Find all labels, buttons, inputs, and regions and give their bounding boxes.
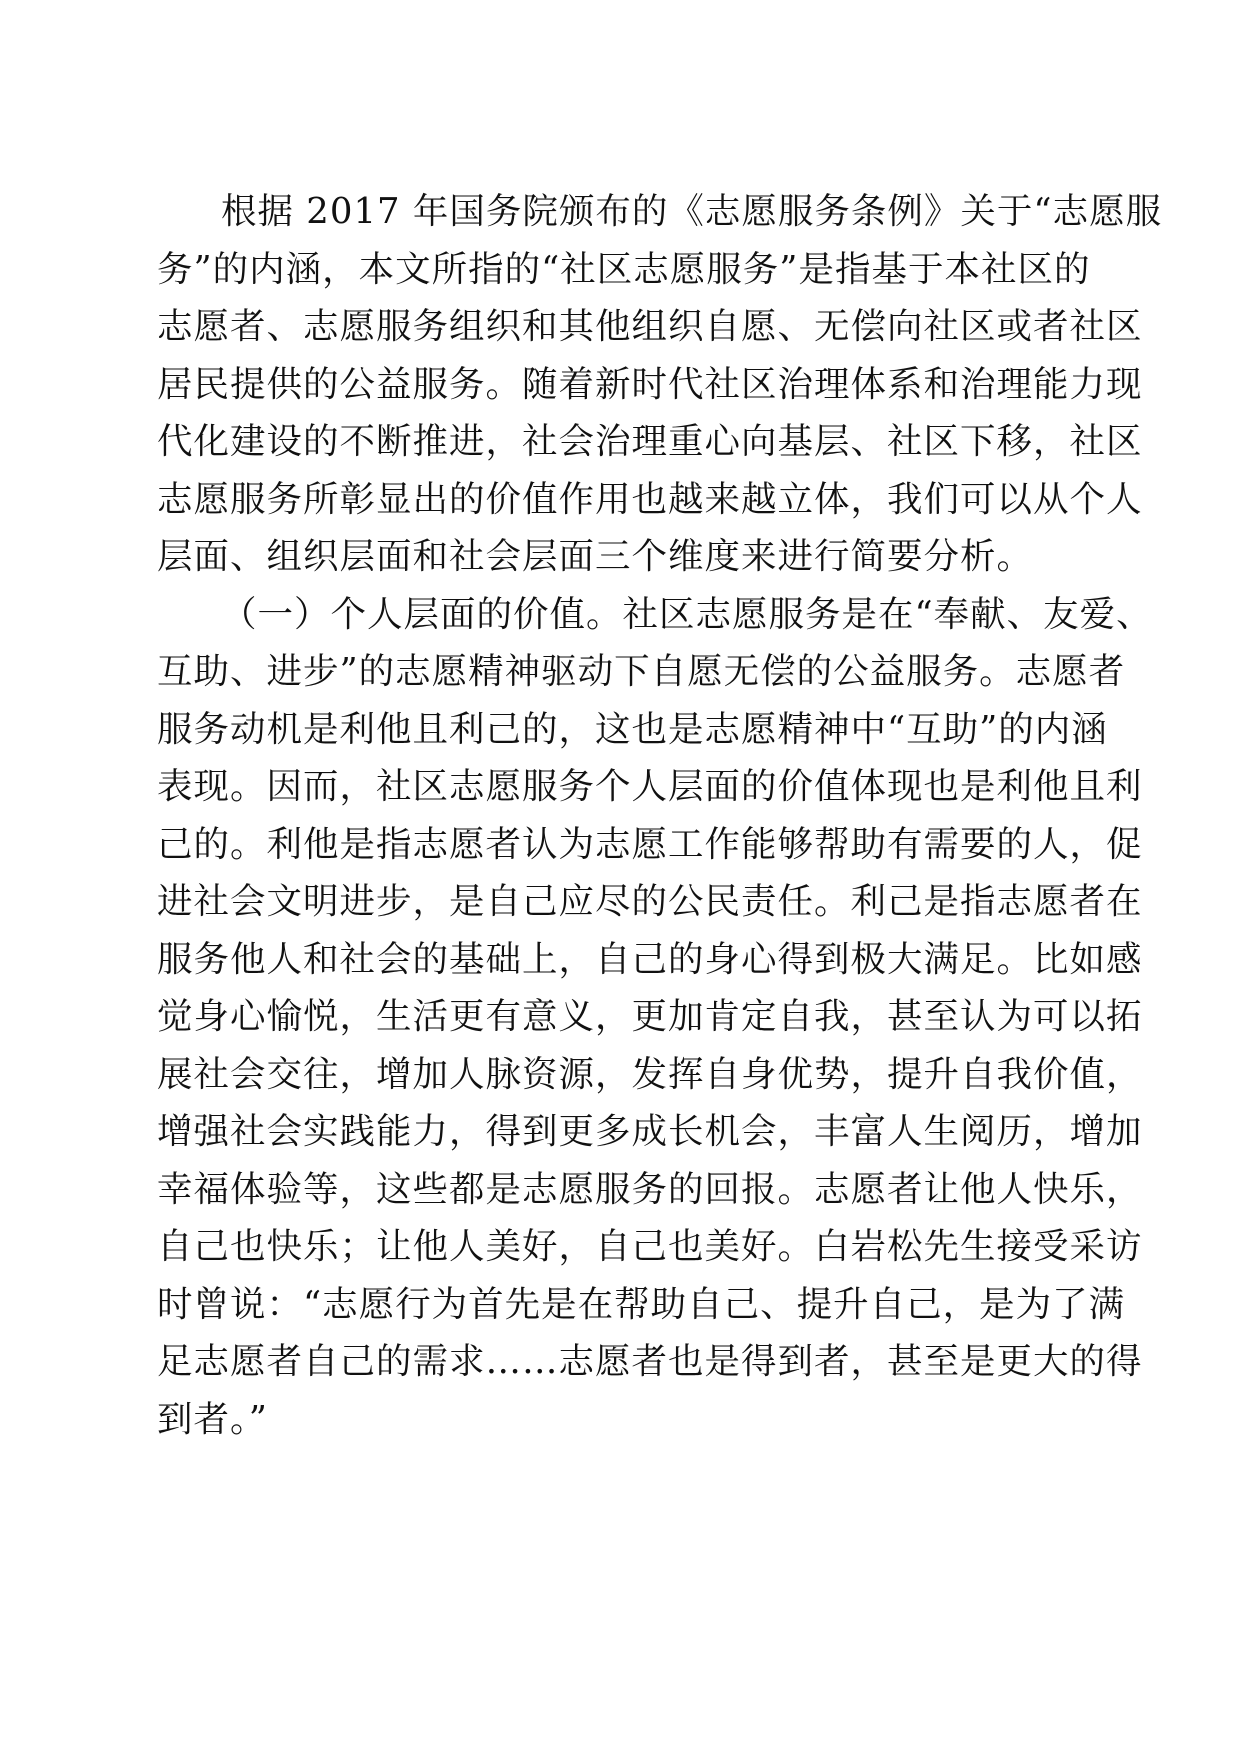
paragraph-line: 幸福体验等，这些都是志愿服务的回报。志愿者让他人快乐， bbox=[157, 1168, 1143, 1210]
paragraph-line: 务”的内涵，本文所指的“社区志愿服务”是指基于本社区的 bbox=[157, 248, 1091, 290]
paragraph-line: 足志愿者自己的需求……志愿者也是得到者，甚至是更大的得 bbox=[157, 1341, 1143, 1382]
paragraph-line: 觉身心愉悦，生活更有意义，更加肯定自我，甚至认为可以拓 bbox=[157, 996, 1143, 1037]
paragraph-line: 进社会文明进步，是自己应尽的公民责任。利己是指志愿者在 bbox=[157, 881, 1143, 922]
paragraph-line: 展社会交往，增加人脉资源，发挥自身优势，提升自我价值， bbox=[157, 1053, 1143, 1095]
paragraph-line: 层面、组织层面和社会层面三个维度来进行简要分析。 bbox=[157, 536, 1034, 577]
paragraph-line: 表现。因而，社区志愿服务个人层面的价值体现也是利他且利 bbox=[157, 766, 1143, 807]
paragraph-1 bbox=[157, 183, 1163, 586]
paragraph-line: （一）个人层面的价值。社区志愿服务是在“奉献、友爱、 bbox=[221, 593, 1153, 635]
paragraph-line: 根据 2017 年国务院颁布的《志愿服务条例》关于“志愿服 bbox=[221, 191, 1163, 232]
paragraph-line: 志愿者、志愿服务组织和其他组织自愿、无偿向社区或者社区 bbox=[157, 306, 1143, 347]
paragraph-line: 互助、进步”的志愿精神驱动下自愿无偿的公益服务。志愿者 bbox=[157, 651, 1126, 692]
paragraph-line: 服务他人和社会的基础上，自己的身心得到极大满足。比如感 bbox=[157, 938, 1143, 980]
paragraph-2 bbox=[157, 586, 1153, 1449]
paragraph-line: 增强社会实践能力，得到更多成长机会，丰富人生阅历，增加 bbox=[157, 1111, 1143, 1152]
paragraph-line: 居民提供的公益服务。随着新时代社区治理体系和治理能力现 bbox=[157, 363, 1143, 405]
paragraph-line: 代化建设的不断推进，社会治理重心向基层、社区下移，社区 bbox=[157, 421, 1143, 462]
paragraph-line: 到者。” bbox=[157, 1398, 268, 1440]
paragraph-line: 志愿服务所彰显出的价值作用也越来越立体，我们可以从个人 bbox=[157, 478, 1143, 520]
paragraph-line: 时曾说：“志愿行为首先是在帮助自己、提升自己，是为了满 bbox=[157, 1283, 1126, 1325]
paragraph-line: 自己也快乐；让他人美好，自己也美好。白岩松先生接受采访 bbox=[157, 1226, 1143, 1267]
paragraph-line: 己的。利他是指志愿者认为志愿工作能够帮助有需要的人，促 bbox=[157, 823, 1143, 865]
body-text bbox=[157, 183, 1163, 1448]
paragraph-line: 服务动机是利他且利己的，这也是志愿精神中“互助”的内涵 bbox=[157, 708, 1108, 750]
